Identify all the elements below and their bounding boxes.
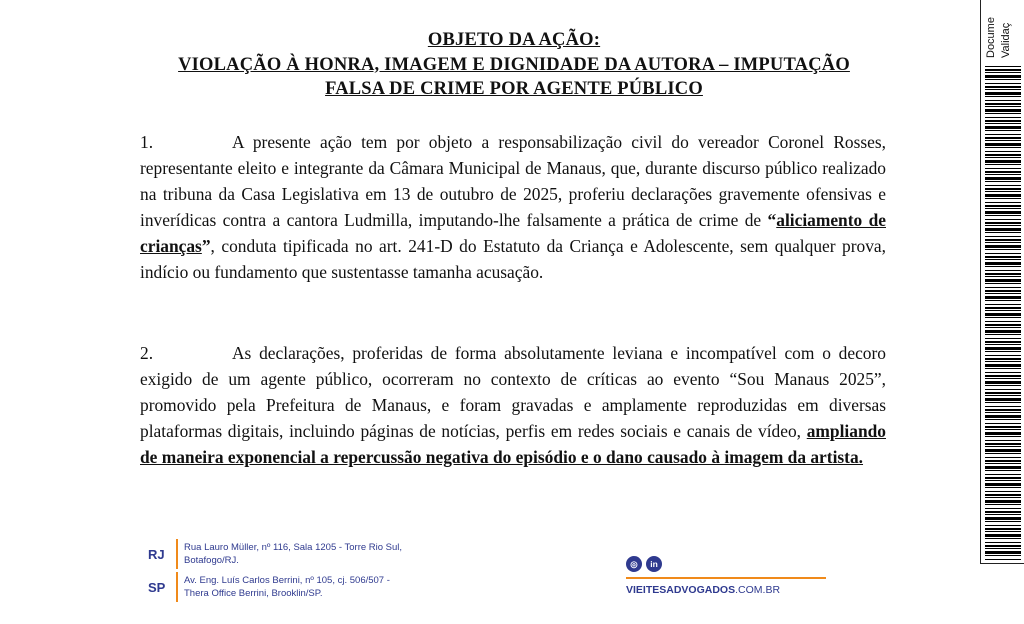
office-address-sp <box>148 572 390 602</box>
heading-line-3: FALSA DE CRIME POR AGENTE PÚBLICO <box>325 79 703 99</box>
heading-line-2: VIOLAÇÃO À HONRA, IMAGEM E DIGNIDADE DA AUTORA – IMPUTAÇÃO <box>178 54 850 75</box>
office-address-line: Rua Lauro Müller, nº 116, Sala 1205 - Torre Rio Sul, <box>184 542 403 553</box>
stamp-text-line: Validaç <box>1000 22 1012 58</box>
instagram-icon[interactable]: ◎ <box>626 556 642 572</box>
paragraph-2-text: As declarações, proferidas de forma absolutamente leviana e incompatível com o decoro exigido de um agente público, ocorreram no contexto de críticas ao evento “Sou Manaus 2025”, promovido pela Prefeitura de Manaus, e foram gravadas e amplamente reproduzidas em diversas plataformas digitais, incluindo páginas de notícias, perfis em redes sociais e canais de vídeo, <box>140 343 886 441</box>
divider <box>176 572 178 602</box>
stamp-text-line: Docume <box>985 17 997 58</box>
barcode <box>985 66 1021 560</box>
heading-line-1: OBJETO DA AÇÃO: <box>427 30 601 50</box>
website-link[interactable]: VIEITESADVOGADOS.COM.BR <box>626 584 781 596</box>
office-address-line: Botafogo/RJ. <box>184 555 239 566</box>
social-links <box>626 556 662 572</box>
stamp-text <box>983 0 1021 66</box>
office-address-line: Thera Office Berrini, Brooklin/SP. <box>184 588 323 599</box>
paragraph-2-number: 2. <box>140 343 154 363</box>
divider <box>626 577 826 579</box>
linkedin-icon[interactable]: in <box>646 556 662 572</box>
office-address-rj <box>148 539 402 569</box>
paragraph-2 <box>140 340 886 470</box>
paragraph-1 <box>140 129 886 285</box>
office-address-line: Av. Eng. Luís Carlos Berrini, nº 105, cj. 506/507 - <box>184 575 390 586</box>
paragraph-1-number: 1. <box>140 132 154 152</box>
paragraph-1-emphasis: “aliciamento de crianças” <box>140 210 886 256</box>
paragraph-1-text: A presente ação tem por objeto a responsabilização civil do vereador Coronel Rosses, representante eleito e integrante da Câmara Municipal de Manaus, que, durante discurso público realizado na tribuna da Casa Legislativa em 13 de outubro de 2025, proferiu declarações gravemente ofensivas e inverídicas contra a cantora Ludmilla, imputando-lhe falsamente a prática de crime de <box>140 132 886 230</box>
paragraph-1-text-end: , conduta tipificada no art. 241-D do Estatuto da Criança e Adolescente, sem qualquer prova, indício ou fundamento que sustentasse tamanha acusação. <box>140 236 886 282</box>
paragraph-2-emphasis: ampliando de maneira exponencial a repercussão negativa do episódio e o dano causado à imagem da artista. <box>140 421 886 467</box>
office-code: RJ <box>148 546 165 562</box>
office-code: SP <box>148 579 166 595</box>
section-heading <box>140 28 888 102</box>
divider <box>176 539 178 569</box>
